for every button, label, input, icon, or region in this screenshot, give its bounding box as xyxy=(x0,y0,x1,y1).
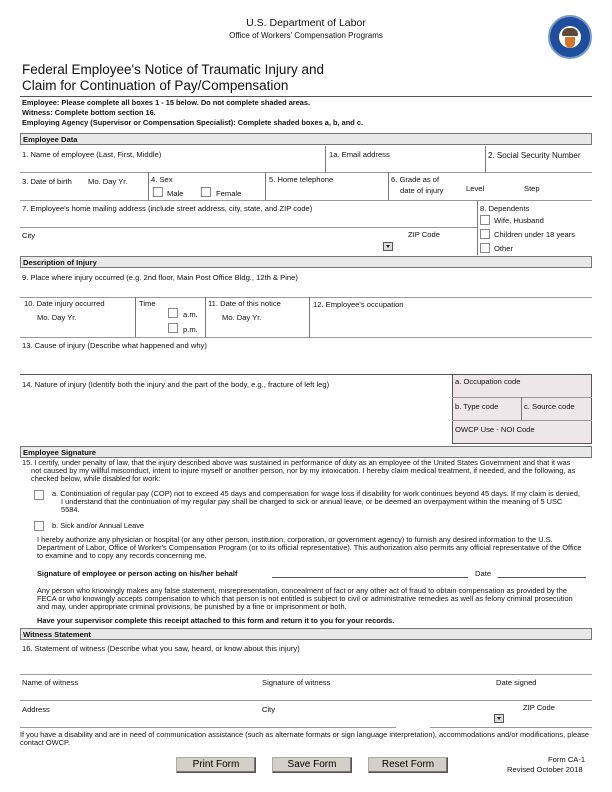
shield-icon xyxy=(565,37,575,48)
notice-date-label: 11. Date of this notice xyxy=(208,299,281,308)
grade-label-1: 6. Grade as of xyxy=(391,175,440,184)
zip-label: ZIP Code xyxy=(408,230,440,239)
instruction-employee: Employee: Please complete all boxes 1 - 15 below. Do not complete shaded areas. xyxy=(22,98,311,107)
male-label: Male xyxy=(167,189,184,198)
pm-checkbox[interactable] xyxy=(168,323,178,333)
witness-date-label: Date signed xyxy=(496,678,537,687)
notice-date-format: Mo. Day Yr. xyxy=(222,313,262,322)
date-occurred-label: 10. Date injury occurred xyxy=(24,299,105,308)
divider xyxy=(265,172,266,200)
pm-label: p.m. xyxy=(183,325,198,334)
form-id: Form CA-1 xyxy=(548,755,586,764)
level-label: Level xyxy=(466,184,485,193)
divider xyxy=(20,172,592,173)
divider xyxy=(325,146,326,172)
instruction-agency: Employing Agency (Supervisor or Compensation Specialist): Complete shaded boxes a, b, and c. xyxy=(22,118,363,127)
dob-label: 3. Date of birth xyxy=(22,177,72,186)
instruction-witness: Witness: Complete bottom section 16. xyxy=(22,108,156,117)
certification-text: 15. I certify, under penalty of law, that the injury described above was sustained in performance of duty as an employee of the United States Government and that it was not caused by my willful misconduct, intent to injure myself or another person, nor by my intoxication. I hereby claim medical treatment, if needed, and the following, as checked below, while disabled for work: xyxy=(22,458,576,484)
leave-option-text: b. Sick and/or Annual Leave xyxy=(52,521,145,530)
phone-label: 5. Home telephone xyxy=(269,175,334,184)
signature-label: Signature of employee or person acting on his/her behalf xyxy=(37,569,238,578)
female-checkbox[interactable] xyxy=(201,187,211,197)
divider xyxy=(309,297,310,337)
reset-form-button[interactable]: Reset Form xyxy=(368,757,448,773)
form-title-line1: Federal Employee's Notice of Traumatic Injury and xyxy=(22,62,324,77)
leave-checkbox[interactable] xyxy=(34,521,44,531)
eagle-icon xyxy=(562,28,578,36)
dob-format: Mo. Day Yr. xyxy=(88,177,128,186)
female-label: Female xyxy=(216,189,242,198)
am-label: a.m. xyxy=(183,310,198,319)
city-label: City xyxy=(22,231,36,240)
cause-label: 13. Cause of injury (Describe what happened and why) xyxy=(22,341,207,350)
divider xyxy=(20,297,592,298)
am-checkbox[interactable] xyxy=(168,308,178,318)
step-label: Step xyxy=(524,184,540,193)
dependent-spouse-label: Wife, Husband xyxy=(494,216,544,225)
divider xyxy=(477,200,478,255)
divider xyxy=(430,727,592,728)
grade-label-2: date of injury xyxy=(400,186,444,195)
email-label: 1a. Email address xyxy=(329,150,390,159)
dependent-spouse-checkbox[interactable] xyxy=(480,215,490,225)
divider xyxy=(20,227,477,228)
divider xyxy=(135,297,136,337)
occupation-label: 12. Employee's occupation xyxy=(313,300,404,309)
witness-address-label: Address xyxy=(22,705,50,714)
divider xyxy=(452,397,592,398)
date-label: Date xyxy=(475,569,492,578)
nature-label: 14. Nature of injury (Identify both the injury and the part of the body, e.g., fracture of left leg) xyxy=(22,380,330,389)
divider xyxy=(20,337,592,338)
office-name: Office of Workers' Compensation Programs xyxy=(229,31,383,40)
sex-label: 4. Sex xyxy=(151,175,173,184)
ssn-label: 2. Social Security Number xyxy=(488,151,581,160)
occupation-code-label[interactable]: a. Occupation code xyxy=(455,377,521,386)
divider xyxy=(20,700,592,701)
state-dropdown[interactable] xyxy=(383,242,393,251)
divider xyxy=(20,727,396,728)
disability-notice: If you have a disability and are in need of communication assistance (such as alternate formats or sign language interpretation), accommodations and/or modifications, please contact OWCP. xyxy=(20,730,589,748)
divider xyxy=(148,172,149,200)
divider xyxy=(20,200,592,201)
form-title xyxy=(22,62,324,94)
section-employee-signature: Employee Signature xyxy=(20,446,592,458)
witness-city-label: City xyxy=(262,705,276,714)
time-label: Time xyxy=(139,299,156,308)
witness-name-label: Name of witness xyxy=(22,678,79,687)
save-form-button[interactable]: Save Form xyxy=(272,757,352,773)
dependent-children-checkbox[interactable] xyxy=(480,229,490,239)
authorization-text: I hereby authorize any physician or hospital (or any other person, institution, corporation, or government agency) to furnish any desired information to the U.S. Department of Labor, Office of Worker's Compensation Program (or to its official representative). This authorization also permits any official representative of the Office to examine and to copy any records concerning me. xyxy=(37,535,582,561)
dependents-label: 8. Dependents xyxy=(480,204,530,213)
date-occurred-format: Mo. Day Yr. xyxy=(37,313,77,322)
fraud-warning-text: Any person who knowingly makes any false statement, misrepresentation, concealment of fact or any other act of fraud to obtain compensation as provided by the FECA or who knowingly accepts compensation to which that person is not entitled is subject to civil or administrative remedies as well as felony criminal prosecution and may, under appropriate criminal provisions, be punished by a fine or imprisonment or both. xyxy=(37,586,573,612)
dependent-other-label: Other xyxy=(494,244,513,253)
revision-date: Revised October 2018 xyxy=(507,765,583,774)
section-description-of-injury: Description of Injury xyxy=(20,256,592,268)
dol-seal-icon xyxy=(548,15,592,59)
dependent-children-label: Children under 18 years xyxy=(494,230,576,239)
signature-line[interactable] xyxy=(272,577,468,578)
noi-code-label: OWCP Use - NOI Code xyxy=(455,425,535,434)
department-name: U.S. Department of Labor xyxy=(246,17,366,29)
divider xyxy=(452,420,592,421)
witness-zip-label: ZIP Code xyxy=(523,703,555,712)
supervisor-receipt-text: Have your supervisor complete this receipt attached to this form and return it to you for your records. xyxy=(37,616,395,625)
cop-checkbox[interactable] xyxy=(34,490,44,500)
witness-statement-label: 16. Statement of witness (Describe what you saw, heard, or know about this injury) xyxy=(22,644,300,653)
type-code-label[interactable]: b. Type code xyxy=(455,402,499,411)
divider xyxy=(20,674,592,675)
divider xyxy=(521,397,522,420)
dependent-other-checkbox[interactable] xyxy=(480,243,490,253)
section-witness-statement: Witness Statement xyxy=(20,628,592,640)
divider xyxy=(205,297,206,337)
divider xyxy=(20,96,592,97)
source-code-label[interactable]: c. Source code xyxy=(524,402,575,411)
date-line[interactable] xyxy=(498,577,586,578)
section-employee-data: Employee Data xyxy=(20,133,592,145)
divider xyxy=(485,146,486,172)
divider xyxy=(388,172,389,200)
form-title-line2: Claim for Continuation of Pay/Compensation xyxy=(22,78,289,93)
print-form-button[interactable]: Print Form xyxy=(176,757,256,773)
witness-signature-label: Signature of witness xyxy=(262,678,331,687)
witness-state-dropdown[interactable] xyxy=(494,714,504,723)
name-label: 1. Name of employee (Last, First, Middle) xyxy=(22,150,162,159)
address-label: 7. Employee's home mailing address (include street address, city, state, and ZIP code) xyxy=(22,204,313,213)
place-label: 9. Place where injury occurred (e.g. 2nd floor, Main Post Office Bldg., 12th & Pine) xyxy=(22,273,298,282)
male-checkbox[interactable] xyxy=(153,187,163,197)
cop-option-text: a. Continuation of regular pay (COP) not to exceed 45 days and compensation for wage loss if disability for work continues beyond 45 days. If my claim is denied, I understand that the continuation of my regular pay shall be charged to sick or annual leave, or be deemed an overpayment within the meaning of 5 USC 5584. xyxy=(52,489,580,515)
